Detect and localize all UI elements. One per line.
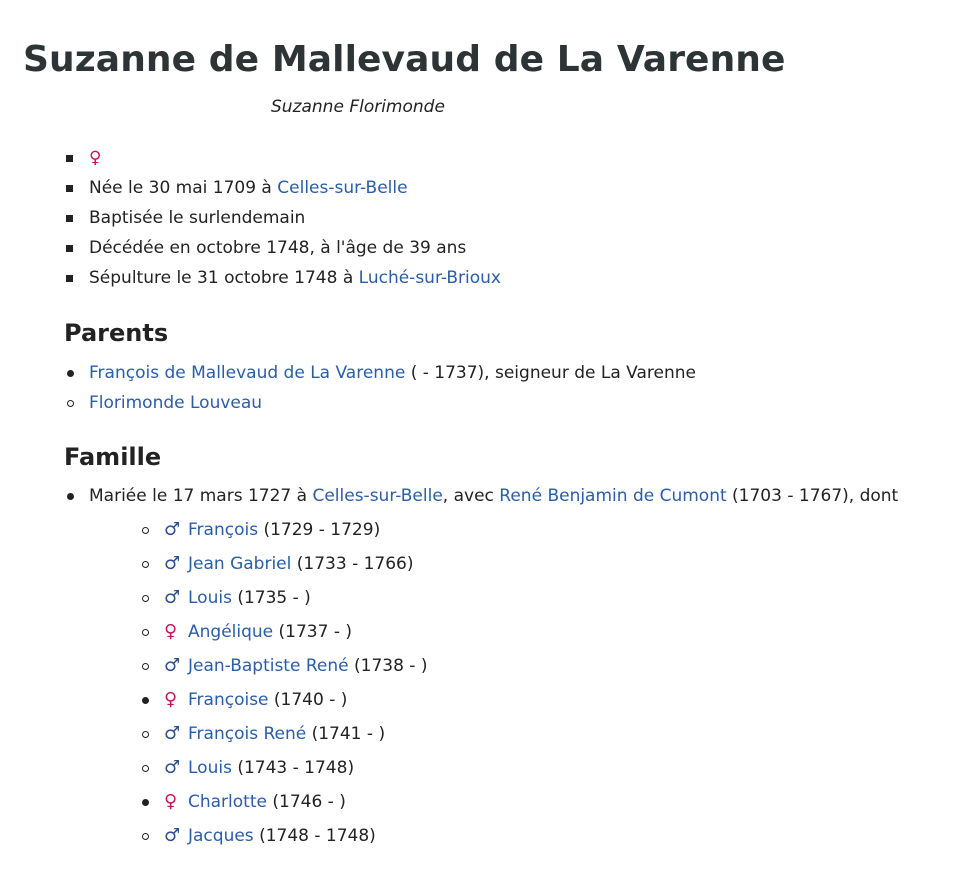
birth-text: Née le 30 mai 1709 à: [89, 178, 278, 198]
child-link[interactable]: François: [188, 520, 259, 540]
marriage-text: Mariée le 17 mars 1727 à: [89, 486, 313, 506]
burial-text: Sépulture le 31 octobre 1748 à: [89, 268, 359, 288]
child-item: [164, 615, 974, 649]
gender-item: [89, 143, 974, 173]
child-link[interactable]: Louis: [188, 588, 232, 608]
child-dates: (1729 - 1729): [258, 520, 381, 540]
child-item: [164, 819, 974, 853]
child-link[interactable]: Charlotte: [188, 792, 267, 812]
marriage-place-link[interactable]: Celles-sur-Belle: [312, 486, 443, 506]
page-title: Suzanne de Mallevaud de La Varenne: [23, 39, 786, 80]
baptism-item: Baptisée le surlendemain: [89, 203, 974, 233]
marriage-item: [89, 481, 974, 853]
child-dates: (1748 - 1748): [253, 826, 376, 846]
child-link[interactable]: Louis: [188, 758, 232, 778]
birth-place-link[interactable]: Celles-sur-Belle: [277, 178, 408, 198]
male-icon: ♂: [164, 519, 181, 540]
child-item: [164, 717, 974, 751]
child-link[interactable]: Jean Gabriel: [188, 554, 292, 574]
other-names: Suzanne Florimonde: [271, 97, 445, 117]
male-icon: ♂: [164, 825, 181, 846]
child-dates: (1741 - ): [306, 724, 386, 744]
child-item: [164, 683, 974, 717]
birth-item: [89, 173, 974, 203]
child-dates: (1733 - 1766): [291, 554, 414, 574]
child-item: [164, 649, 974, 683]
child-dates: (1743 - 1748): [231, 758, 355, 778]
father-details: ( - 1737), seigneur de La Varenne: [405, 363, 696, 383]
male-icon: ♂: [164, 655, 181, 676]
father-item: [89, 358, 974, 388]
female-gender-icon: ♀: [89, 148, 102, 168]
parents-heading: Parents: [64, 319, 169, 347]
child-link[interactable]: Françoise: [188, 690, 269, 710]
child-dates: (1738 - ): [348, 656, 428, 676]
parents-list: [23, 358, 974, 418]
father-link[interactable]: François de Mallevaud de La Varenne: [89, 363, 406, 383]
famille-heading: Famille: [64, 443, 162, 471]
child-item: [164, 547, 974, 581]
facts-list: [23, 143, 974, 293]
mother-link[interactable]: Florimonde Louveau: [89, 393, 263, 413]
child-dates: (1737 - ): [273, 622, 352, 642]
spouse-link[interactable]: René Benjamin de Cumont: [499, 486, 727, 506]
family-list: [23, 481, 974, 853]
child-dates: (1735 - ): [231, 588, 311, 608]
child-item: [164, 751, 974, 785]
male-icon: ♂: [164, 723, 181, 744]
child-link[interactable]: Jean-Baptiste René: [188, 656, 349, 676]
marriage-mid-text: , avec: [442, 486, 500, 506]
death-item: Décédée en octobre 1748, à l'âge de 39 ans: [89, 233, 974, 263]
child-dates: (1740 - ): [268, 690, 348, 710]
child-dates: (1746 - ): [266, 792, 346, 812]
female-icon: ♀: [164, 621, 178, 642]
male-icon: ♂: [164, 757, 181, 778]
marriage-suffix-text: (1703 - 1767), dont: [726, 486, 899, 506]
child-link[interactable]: François René: [188, 724, 307, 744]
child-link[interactable]: Jacques: [188, 826, 254, 846]
mother-item: [89, 388, 974, 418]
female-icon: ♀: [164, 689, 178, 710]
child-link[interactable]: Angélique: [188, 622, 274, 642]
burial-place-link[interactable]: Luché-sur-Brioux: [358, 268, 501, 288]
child-item: [164, 513, 974, 547]
burial-item: [89, 263, 974, 293]
children-list: [89, 513, 974, 853]
child-item: [164, 785, 974, 819]
female-icon: ♀: [164, 791, 178, 812]
child-item: [164, 581, 974, 615]
male-icon: ♂: [164, 553, 181, 574]
male-icon: ♂: [164, 587, 181, 608]
